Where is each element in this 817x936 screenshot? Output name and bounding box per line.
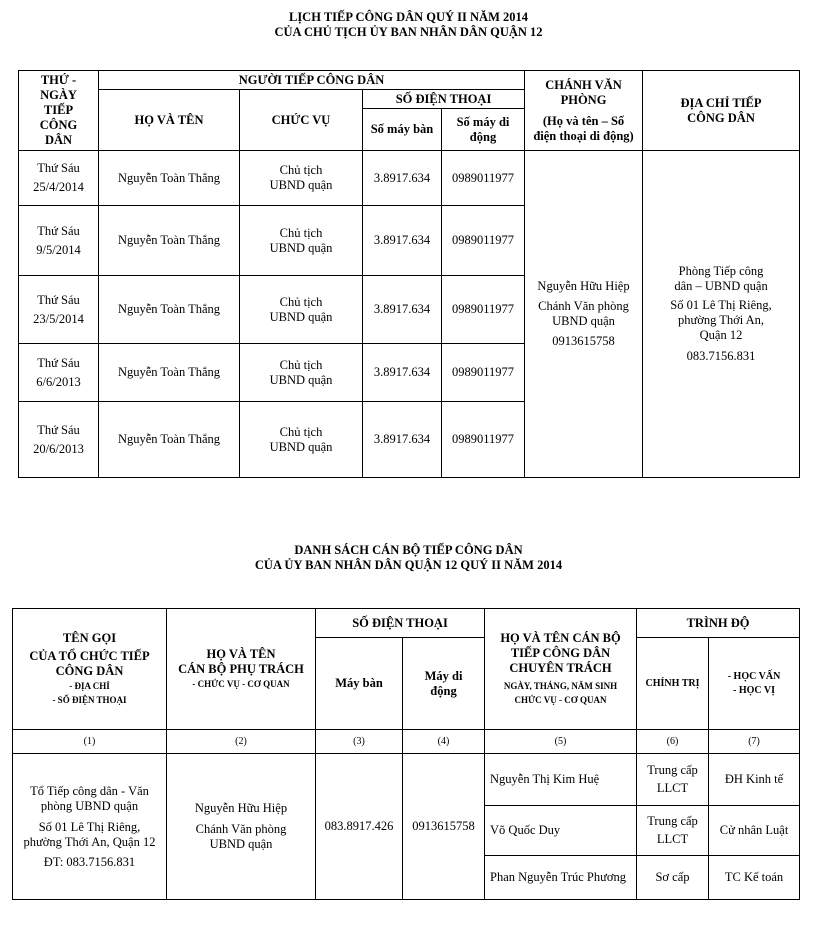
position-cell: Chủ tịch UBND quận	[240, 151, 363, 206]
header-level-group: TRÌNH ĐỘ	[637, 609, 800, 638]
politics-cell: Trung cấp LLCT	[637, 754, 709, 806]
address-cell: Phòng Tiếp công dân – UBND quận Số 01 Lê Thị Riêng, phường Thới An, Quận 12 083.7156.831	[643, 151, 800, 478]
doc1-title-line1: LỊCH TIẾP CÔNG DÂN QUÝ II NĂM 2014	[288, 10, 529, 24]
name-cell: Nguyễn Toàn Thắng	[99, 206, 240, 276]
lead-cell: Nguyễn Hữu Hiệp Chánh Văn phòng UBND quận	[167, 754, 316, 900]
header-desk-phone: Máy bàn	[316, 638, 403, 730]
header-phone-group: SỐ ĐIỆN THOẠI	[363, 90, 525, 109]
mobile-cell: 0989011977	[442, 151, 525, 206]
header-day: THỨ - NGÀY TIẾP CÔNG DÂN	[19, 71, 99, 151]
column-number: (1)	[13, 730, 167, 754]
staff-list-table	[12, 608, 800, 900]
header-education: - HỌC VẤN - HỌC VỊ	[709, 638, 800, 730]
column-number: (7)	[709, 730, 800, 754]
column-number: (3)	[316, 730, 403, 754]
politics-cell: Sơ cấp	[637, 856, 709, 900]
header-mobile: Số máy di động	[442, 109, 525, 151]
header-politics: CHÍNH TRỊ	[637, 638, 709, 730]
mobile-cell: 0989011977	[442, 402, 525, 478]
column-number: (6)	[637, 730, 709, 754]
doc1-title-line2: CỦA CHỦ TỊCH ỦY BAN NHÂN DÂN QUẬN 12	[274, 25, 543, 39]
position-cell: Chủ tịch UBND quận	[240, 402, 363, 478]
table-row	[13, 754, 800, 806]
header-receiver-group: NGƯỜI TIẾP CÔNG DÂN	[99, 71, 525, 90]
mobile-cell: 0989011977	[442, 276, 525, 344]
position-cell: Chủ tịch UBND quận	[240, 206, 363, 276]
staff-name-cell: Phan Nguyễn Trúc Phương	[485, 856, 637, 900]
name-cell: Nguyễn Toàn Thắng	[99, 276, 240, 344]
mobile-cell: 0989011977	[442, 206, 525, 276]
header-lead: HỌ VÀ TÊN CÁN BỘ PHỤ TRÁCH - CHỨC VỤ - CƠ QUAN	[167, 609, 316, 730]
doc2-title-line2: CỦA ỦY BAN NHÂN DÂN QUẬN 12 QUÝ II NĂM 2014	[254, 558, 563, 572]
header-name: HỌ VÀ TÊN	[99, 90, 240, 151]
doc2-title	[0, 543, 817, 573]
day-cell: Thứ Sáu 20/6/2013	[19, 402, 99, 478]
mobile-cell: 0989011977	[442, 344, 525, 402]
doc1-title	[0, 10, 817, 40]
column-number-row	[13, 730, 800, 754]
mobile-cell: 0913615758	[403, 754, 485, 900]
chief-office-cell: Nguyễn Hữu Hiệp Chánh Văn phòng UBND quận 0913615758	[525, 151, 643, 478]
desk-phone-cell: 3.8917.634	[363, 344, 442, 402]
header-position: CHỨC VỤ	[240, 90, 363, 151]
day-cell: Thứ Sáu 25/4/2014	[19, 151, 99, 206]
day-cell: Thứ Sáu 23/5/2014	[19, 276, 99, 344]
org-cell: Tổ Tiếp công dân - Văn phòng UBND quận Số 01 Lê Thị Riêng, phường Thới An, Quận 12 ĐT: 083.7156.831	[13, 754, 167, 900]
politics-cell: Trung cấp LLCT	[637, 806, 709, 856]
column-number: (2)	[167, 730, 316, 754]
doc2-title-line1: DANH SÁCH CÁN BỘ TIẾP CÔNG DÂN	[294, 543, 523, 557]
staff-name-cell: Nguyễn Thị Kim Huệ	[485, 754, 637, 806]
desk-phone-cell: 3.8917.634	[363, 206, 442, 276]
position-cell: Chủ tịch UBND quận	[240, 344, 363, 402]
desk-phone-cell: 3.8917.634	[363, 276, 442, 344]
column-number: (5)	[485, 730, 637, 754]
day-cell: Thứ Sáu 6/6/2013	[19, 344, 99, 402]
desk-phone-cell: 3.8917.634	[363, 151, 442, 206]
header-chief-office: CHÁNH VĂN PHÒNG (Họ và tên – Số điện thoại di động)	[525, 71, 643, 151]
name-cell: Nguyễn Toàn Thắng	[99, 344, 240, 402]
header-address: ĐỊA CHỈ TIẾP CÔNG DÂN	[643, 71, 800, 151]
header-mobile: Máy di động	[403, 638, 485, 730]
header-staff: HỌ VÀ TÊN CÁN BỘ TIẾP CÔNG DÂN CHUYÊN TRÁCH NGÀY, THÁNG, NĂM SINH CHỨC VỤ - CƠ QUAN	[485, 609, 637, 730]
day-cell: Thứ Sáu 9/5/2014	[19, 206, 99, 276]
desk-phone-cell: 3.8917.634	[363, 402, 442, 478]
header-phone-group: SỐ ĐIỆN THOẠI	[316, 609, 485, 638]
staff-name-cell: Võ Quốc Duy	[485, 806, 637, 856]
table-row	[19, 151, 800, 206]
position-cell: Chủ tịch UBND quận	[240, 276, 363, 344]
desk-phone-cell: 083.8917.426	[316, 754, 403, 900]
name-cell: Nguyễn Toàn Thắng	[99, 151, 240, 206]
education-cell: Cử nhân Luật	[709, 806, 800, 856]
name-cell: Nguyễn Toàn Thắng	[99, 402, 240, 478]
column-number: (4)	[403, 730, 485, 754]
reception-schedule-table	[18, 70, 800, 478]
education-cell: TC Kế toán	[709, 856, 800, 900]
education-cell: ĐH Kinh tế	[709, 754, 800, 806]
header-org: TÊN GỌI CỦA TỔ CHỨC TIẾP CÔNG DÂN - ĐỊA CHỈ - SỐ ĐIỆN THOẠI	[13, 609, 167, 730]
header-desk-phone: Số máy bàn	[363, 109, 442, 151]
